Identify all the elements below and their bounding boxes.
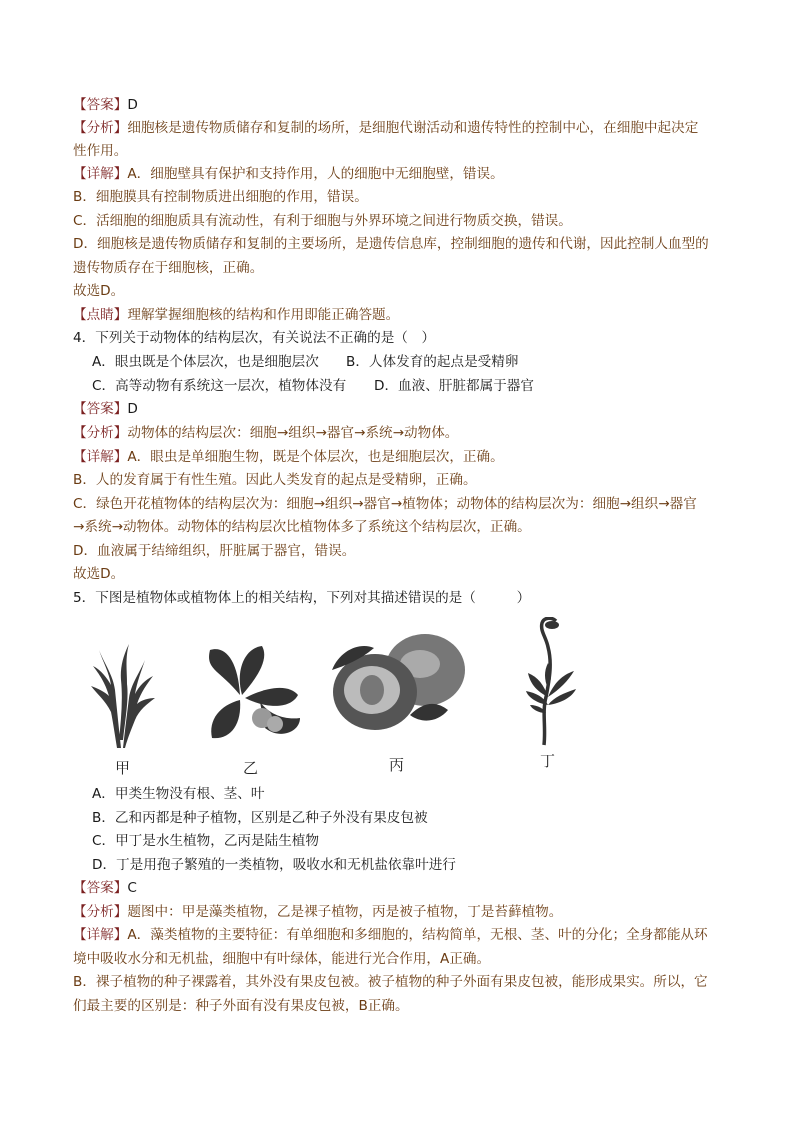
detail-tag: 【详解】	[73, 927, 128, 943]
moss-image	[522, 617, 582, 747]
analysis-line-3-cont: 性作用。	[73, 143, 128, 159]
answer-line-4	[73, 398, 138, 420]
analysis-tag: 【分析】	[73, 425, 128, 441]
detail-line-4c: C．绿色开花植物体的结构层次为：细胞→组织→器官→植物体；动物体的结构层次为：细胞→组织→器官	[73, 496, 697, 512]
analysis-line-4	[73, 422, 458, 444]
detail-text: A．眼虫是单细胞生物，既是个体层次，也是细胞层次，正确。	[127, 449, 504, 465]
q5-option-a: A．甲类生物没有根、茎、叶	[92, 786, 265, 802]
analysis-text: 题图中：甲是藻类植物，乙是裸子植物，丙是被子植物，丁是苔藓植物。	[127, 904, 563, 920]
q5-option-d: D．丁是用孢子繁殖的一类植物，吸收水和无机盐依靠叶进行	[92, 857, 456, 873]
q5-option-b: B．乙和丙都是种子植物，区别是乙种子外没有果皮包被	[92, 810, 428, 826]
analysis-text: 细胞核是遗传物质储存和复制的场所，是细胞代谢活动和遗传特性的控制中心，在细胞中起决定	[127, 120, 699, 136]
analysis-text: 动物体的结构层次：细胞→组织→器官→系统→动物体。	[127, 425, 459, 441]
detail-line-3d-cont: 遗传物质存在于细胞核，正确。	[73, 260, 264, 276]
choose-line-4: 故选D。	[73, 566, 125, 582]
question-5: 5．下图是植物体或植物体上的相关结构，下列对其描述错误的是（ ）	[73, 590, 531, 606]
figure-label-bing: 丙	[389, 756, 405, 774]
answer-value: D	[127, 97, 138, 113]
detail-line-5a	[73, 924, 708, 946]
answer-value: D	[127, 401, 138, 417]
detail-line-4d: D．血液属于结缔组织，肝脏属于器官，错误。	[73, 543, 356, 559]
analysis-line-5	[73, 901, 562, 923]
choose-line-3: 故选D。	[73, 283, 125, 299]
tip-text: 理解掌握细胞核的结构和作用即能正确答题。	[127, 307, 400, 323]
detail-line-5b-cont: 们最主要的区别是：种子外面有没有果皮包被，B正确。	[73, 998, 409, 1014]
detail-line-5b: B．裸子植物的种子裸露着，其外没有果皮包被。被子植物的种子外面有果皮包被，能形成果实。所以，它	[73, 974, 708, 990]
detail-tag: 【详解】	[73, 449, 128, 465]
peach-image	[330, 630, 470, 735]
answer-value: C	[127, 880, 137, 896]
tip-line-3	[73, 304, 399, 326]
seaweed-image	[85, 640, 160, 750]
q5-option-c: C．甲丁是水生植物，乙丙是陆生植物	[92, 833, 319, 849]
figure-label-ding: 丁	[540, 752, 556, 770]
detail-line-3a	[73, 163, 504, 185]
detail-text: A．藻类植物的主要特征：有单细胞和多细胞的，结构简单，无根、茎、叶的分化；全身都能从环	[127, 927, 708, 943]
detail-text: A．细胞壁具有保护和支持作用，人的细胞中无细胞壁，错误。	[127, 166, 504, 182]
analysis-tag: 【分析】	[73, 904, 128, 920]
figure-label-yi: 乙	[243, 759, 259, 777]
answer-line-3	[73, 94, 138, 116]
q4-option-c: C．高等动物有系统这一层次，植物体没有	[92, 378, 347, 394]
question-4: 4．下列关于动物体的结构层次，有关说法不正确的是（ ）	[73, 330, 436, 346]
detail-line-4c-cont: →系统→动物体。动物体的结构层次比植物体多了系统这个结构层次，正确。	[73, 519, 531, 535]
detail-line-4b: B．人的发育属于有性生殖。因此人类发育的起点是受精卵，正确。	[73, 472, 477, 488]
q4-options-row-1	[92, 351, 519, 373]
answer-tag: 【答案】	[73, 97, 128, 113]
detail-line-5a-cont: 境中吸收水分和无机盐，细胞中有叶绿体，能进行光合作用，A正确。	[73, 951, 491, 967]
analysis-tag: 【分析】	[73, 120, 128, 136]
q4-option-a: A．眼虫既是个体层次，也是细胞层次	[92, 354, 319, 370]
ginkgo-image	[200, 640, 310, 750]
figure-label-jia: 甲	[115, 759, 131, 777]
answer-tag: 【答案】	[73, 880, 128, 896]
detail-tag: 【详解】	[73, 166, 128, 182]
detail-line-3c: C．活细胞的细胞质具有流动性，有利于细胞与外界环境之间进行物质交换，错误。	[73, 213, 572, 229]
detail-line-3d: D．细胞核是遗传物质储存和复制的主要场所，是遗传信息库，控制细胞的遗传和代谢，因此控制人血型的	[73, 236, 709, 252]
q4-option-b: B．人体发育的起点是受精卵	[346, 354, 519, 370]
detail-line-3b: B．细胞膜具有控制物质进出细胞的作用，错误。	[73, 189, 368, 205]
answer-tag: 【答案】	[73, 401, 128, 417]
q4-option-d: D．血液、肝脏都属于器官	[374, 378, 534, 394]
detail-line-4a	[73, 446, 504, 468]
q4-options-row-2	[92, 375, 534, 397]
answer-line-5	[73, 877, 137, 899]
analysis-line-3	[73, 117, 698, 139]
tip-tag: 【点睛】	[73, 307, 128, 323]
